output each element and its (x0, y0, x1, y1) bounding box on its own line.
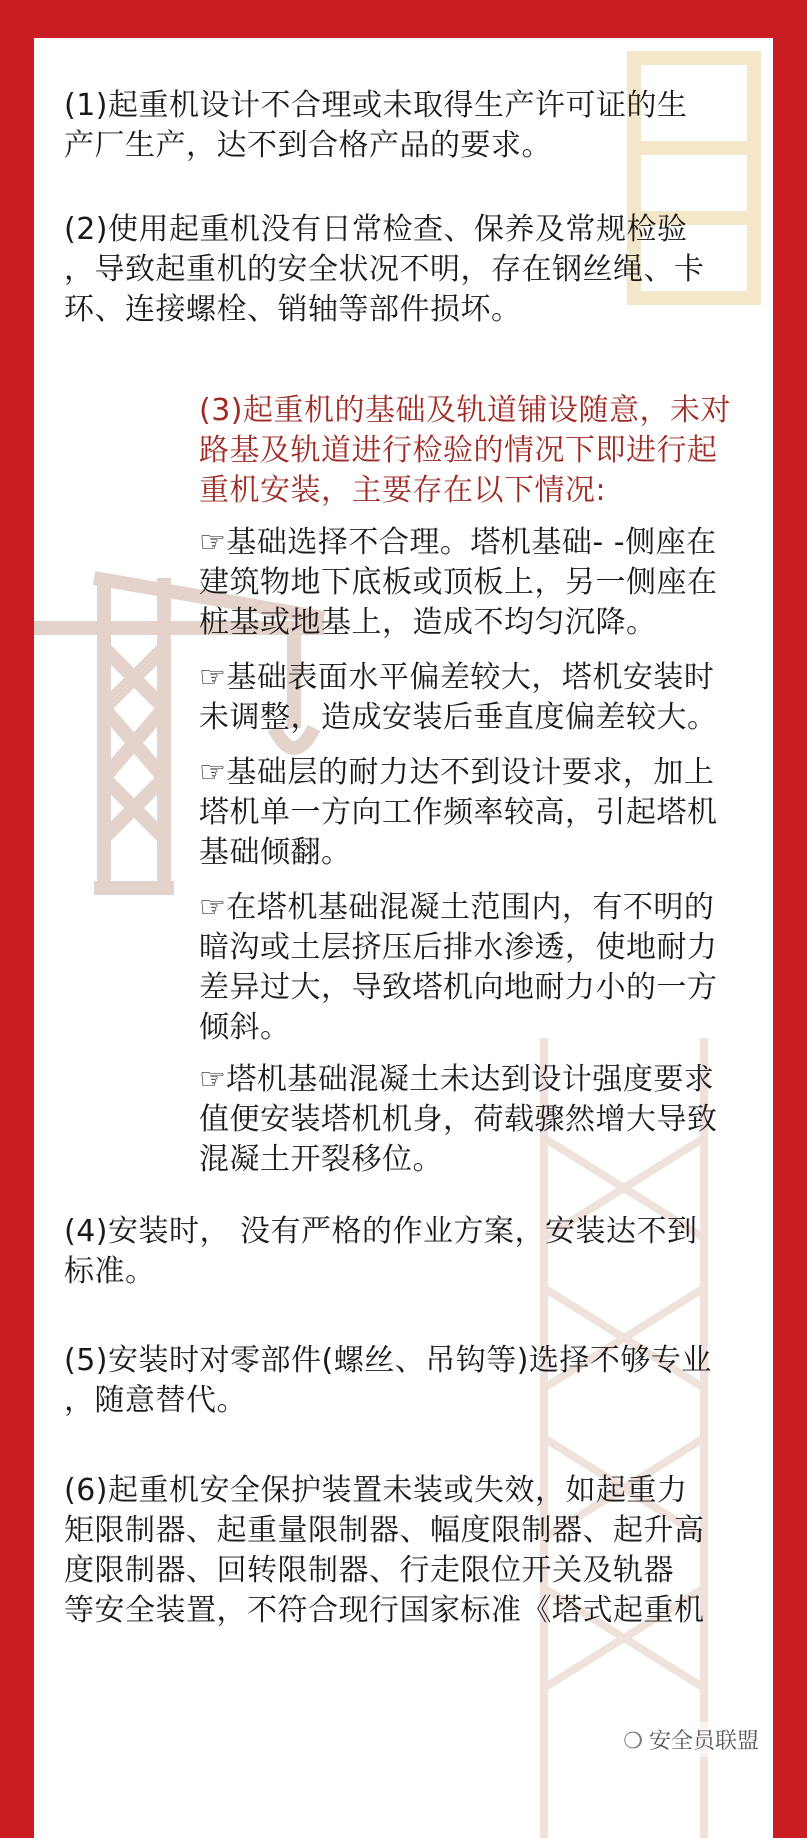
watermark-text: 安全员联盟 (648, 1729, 759, 1754)
content-card (34, 38, 773, 1838)
paragraph-5: (5)安装时对零部件(螺丝、吊钩等)选择不够专业 ，随意替代。 (64, 1343, 712, 1418)
bullet-5: ☞塔机基础混凝土未达到设计强度要求 值便安装塔机机身，荷载骤然增大导致 混凝土开裂移位。 (199, 1062, 718, 1177)
wechat-icon: ❍ (623, 1729, 643, 1754)
bullet-3: ☞基础层的耐力达不到设计要求，加上 塔机单一方向工作频率较高，引起塔机 基础倾翻。 (199, 755, 718, 870)
paragraph-1: (1)起重机设计不合理或未取得生产许可证的生 产厂生产，达不到合格产品的要求。 (64, 88, 688, 163)
paragraph-2: (2)使用起重机没有日常检查、保养及常规检验 ，导致起重机的安全状况不明，存在钢丝绳、卡 环、连接螺栓、销轴等部件损坏。 (64, 212, 705, 327)
paragraph-3: (3)起重机的基础及轨道铺设随意，未对 路基及轨道进行检验的情况下即进行起 重机安装，主要存在以下情况: (199, 393, 731, 508)
paragraph-6: (6)起重机安全保护装置未装或失效，如起重力 矩限制器、起重量限制器、幅度限制器、起升高 度限制器、回转限制器、行走限位开关及轨器 等安全装置，不符合现行国家标准《塔式起重机 (64, 1473, 705, 1628)
bullet-2: ☞基础表面水平偏差较大，塔机安装时 未调整，造成安装后垂直度偏差较大。 (199, 660, 718, 735)
paragraph-4: (4)安装时， 没有严格的作业方案，安装达不到 标准。 (64, 1214, 698, 1289)
watermark (617, 1722, 765, 1757)
bullet-1: ☞基础选择不合理。塔机基础- -侧座在 建筑物地下底板或顶板上，另一侧座在 桩基或地基上，造成不均匀沉降。 (199, 525, 718, 640)
bullet-4: ☞在塔机基础混凝土范围内，有不明的 暗沟或土层挤压后排水渗透，使地耐力 差异过大，导致塔机向地耐力小的一方 倾斜。 (199, 890, 718, 1045)
